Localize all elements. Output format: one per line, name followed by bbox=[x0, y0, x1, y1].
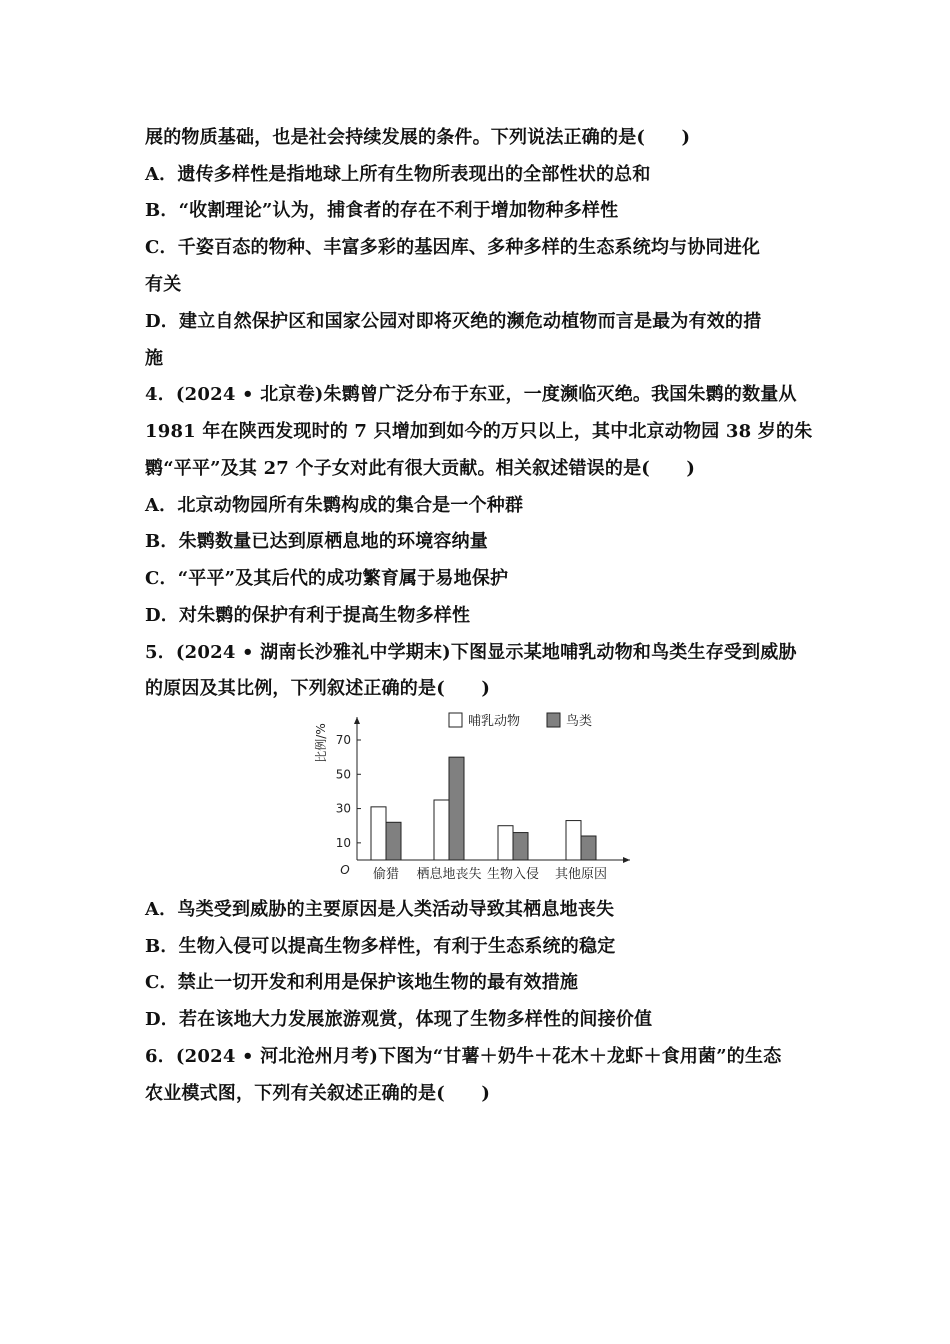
category-label: 栖息地丧失 bbox=[416, 867, 482, 882]
legend-label-bird: 鸟类 bbox=[566, 714, 593, 729]
q5-stem-line-1: 5．(2024 • 湖南长沙雅礼中学期末)下图显示某地哺乳动物和鸟类生存受到威胁 bbox=[145, 642, 797, 663]
q3-option-b: B．“收割理论”认为，捕食者的存在不利于增加物种多样性 bbox=[145, 200, 619, 221]
y-tick-label: 50 bbox=[335, 767, 351, 782]
q4-option-c: C．“平平”及其后代的成功繁育属于易地保护 bbox=[145, 568, 509, 589]
category-label: 偷猎 bbox=[372, 867, 400, 882]
q4-stem-line-1: 4．(2024 • 北京卷)朱鹮曾广泛分布于东亚，一度濒临灭绝。我国朱鹮的数量从 bbox=[145, 384, 797, 405]
y-tick-label: 70 bbox=[335, 733, 351, 747]
y-axis-label: 比例/% bbox=[314, 723, 328, 763]
q6-stem-line-1: 6．(2024 • 河北沧州月考)下图为“甘薯＋奶牛＋花木＋龙虾＋食用菌”的生态 bbox=[145, 1046, 782, 1067]
q5-option-a: A．鸟类受到威胁的主要原因是人类活动导致其栖息地丧失 bbox=[145, 899, 615, 920]
q4-option-a: A．北京动物园所有朱鹮构成的集合是一个种群 bbox=[145, 495, 524, 516]
bar-mammal bbox=[371, 807, 386, 860]
q5-option-d: D．若在该地大力发展旅游观赏，体现了生物多样性的间接价值 bbox=[145, 1009, 653, 1030]
q3-option-d-cont: 施 bbox=[145, 348, 164, 369]
y-tick-label: 30 bbox=[335, 801, 351, 816]
threat-causes-bar-chart bbox=[300, 705, 640, 890]
bar-bird bbox=[581, 836, 596, 860]
origin-label: O bbox=[340, 863, 350, 877]
category-label: 其他原因 bbox=[554, 867, 608, 882]
x-axis-arrow bbox=[623, 857, 630, 863]
q4-option-d: D．对朱鹮的保护有利于提高生物多样性 bbox=[145, 605, 471, 626]
q3-stem-line: 展的物质基础，也是社会持续发展的条件。下列说法正确的是( ) bbox=[145, 127, 691, 148]
bar-mammal bbox=[434, 800, 449, 860]
y-tick-label: 10 bbox=[335, 835, 351, 850]
bar-bird bbox=[513, 833, 528, 860]
q3-option-d: D．建立自然保护区和国家公园对即将灭绝的濒危动植物而言是最为有效的措 bbox=[145, 311, 762, 332]
legend-swatch-mammal bbox=[449, 713, 462, 727]
q5-stem-line-2: 的原因及其比例，下列叙述正确的是( ) bbox=[145, 678, 491, 699]
q3-option-a: A．遗传多样性是指地球上所有生物所表现出的全部性状的总和 bbox=[145, 164, 651, 185]
q6-stem-line-2: 农业模式图，下列有关叙述正确的是( ) bbox=[145, 1083, 491, 1104]
bar-bird bbox=[449, 757, 464, 860]
q4-option-b: B．朱鹮数量已达到原栖息地的环境容纳量 bbox=[145, 531, 489, 552]
legend-swatch-bird bbox=[547, 713, 560, 727]
bar-mammal bbox=[566, 821, 581, 860]
bar-bird bbox=[386, 822, 401, 860]
q4-stem-line-3: 鹮“平平”及其 27 个子女对此有很大贡献。相关叙述错误的是( ) bbox=[145, 458, 696, 479]
category-label: 生物入侵 bbox=[486, 867, 540, 882]
q5-option-c: C．禁止一切开发和利用是保护该地生物的最有效措施 bbox=[145, 972, 579, 993]
bar-mammal bbox=[498, 826, 513, 860]
q4-stem-line-2: 1981 年在陕西发现时的 7 只增加到如今的万只以上，其中北京动物园 38 岁的朱 bbox=[145, 421, 813, 442]
q3-option-c: C．千姿百态的物种、丰富多彩的基因库、多种多样的生态系统均与协同进化 bbox=[145, 237, 761, 258]
q5-option-b: B．生物入侵可以提高生物多样性，有利于生态系统的稳定 bbox=[145, 936, 616, 957]
y-axis-arrow bbox=[354, 717, 360, 724]
legend-label-mammal: 哺乳动物 bbox=[468, 714, 521, 729]
q3-option-c-cont: 有关 bbox=[145, 274, 182, 295]
